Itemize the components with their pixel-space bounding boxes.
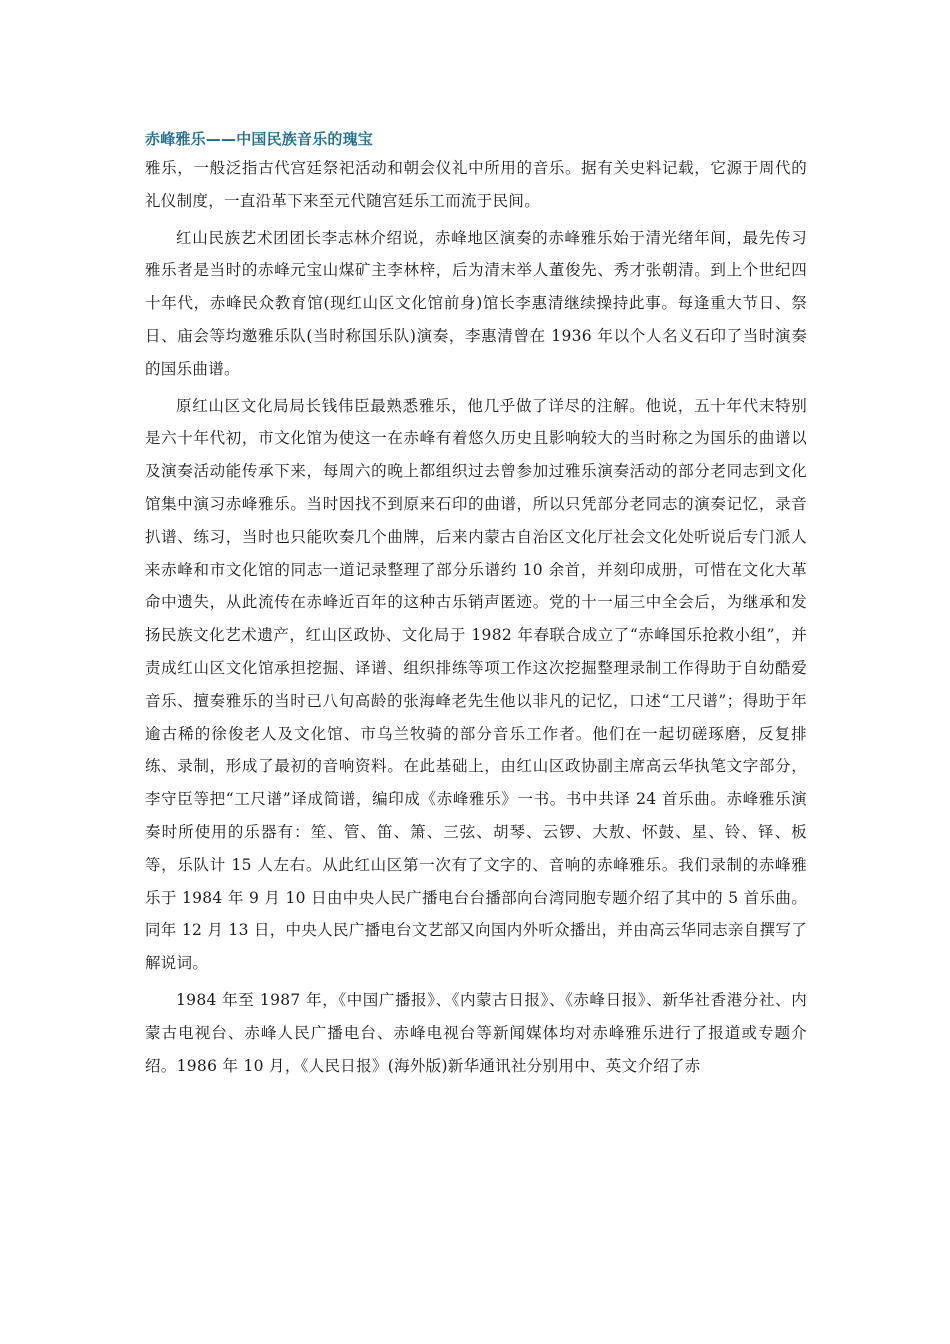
paragraph-revival: 原红山区文化局局长钱伟臣最熟悉雅乐，他几乎做了详尽的注解。他说，五十年代末特别是六十年代初，市文化馆为使这一在赤峰有着悠久历史且影响较大的当时称之为国乐的曲谱以及演奏活动能传承下来，每周六的晚上都组织过去曾参加过雅乐演奏活动的部分老同志到文化馆集中演习赤峰雅乐。当时因找不到原来石印的曲谱，所以只凭部分老同志的演奏记忆，录音扒谱、练习，当时也只能吹奏几个曲牌，后来内蒙古自治区文化厅社会文化处听说后专门派人来赤峰和市文化馆的同志一道记录整理了部分乐谱约 10 余首，并刻印成册，可惜在文化大革命中遗失，从此流传在赤峰近百年的这种古乐销声匿迹。党的十一届三中全会后，为继承和发扬民族文化艺术遗产，红山区政协、文化局于 1982 年春联合成立了“赤峰国乐抢救小组”，并责成红山区文化馆承担挖掘、译谱、组织排练等项工作这次挖掘整理录制工作得助于自幼酷爱音乐、擅奏雅乐的当时已八旬高龄的张海峰老先生他以非凡的记忆，口述“工尺谱”；得助于年逾古稀的徐俊老人及文化馆、市乌兰牧骑的部分音乐工作者。他们在一起切磋琢磨，反复排练、录制，形成了最初的音响资料。在此基础上，由红山区政协副主席高云华执笔文字部分，李守臣等把“工尺谱”译成简谱，编印成《赤峰雅乐》一书。书中共译 24 首乐曲。赤峰雅乐演奏时所使用的乐器有：笙、管、笛、箫、三弦、胡琴、云锣、大敖、怀鼓、星、铃、铎、板等，乐队计 15 人左右。从此红山区第一次有了文字的、音响的赤峰雅乐。我们录制的赤峰雅乐于 1984 年 9 月 10 日由中央人民广播电台台播部向台湾同胞专题介绍了其中的 5 首乐曲。同年 12 月 13 日，中央人民广播电台文艺部又向国内外听众播出，并由高云华同志亲自撰写了解说词。	[145, 396, 807, 973]
paragraph-history: 红山民族艺术团团长李志林介绍说，赤峰地区演奏的赤峰雅乐始于清光绪年间，最先传习雅乐者是当时的赤峰元宝山煤矿主李林梓，后为清末举人董俊先、秀才张朝清。到上个世纪四十年代，赤峰民众教育馆(现红山区文化馆前身)馆长李惠清继续操持此事。每逢重大节日、祭日、庙会等均邀雅乐队(当时称国乐队)演奏，李惠清曾在 1936 年以个人名义石印了当时演奏的国乐曲谱。	[145, 228, 807, 378]
paragraph-media: 1984 年至 1987 年，《中国广播报》、《内蒙古日报》、《赤峰日报》、新华社香港分社、内蒙古电视台、赤峰人民广播电台、赤峰电视台等新闻媒体均对赤峰雅乐进行了报道或专题介绍。1986 年 10 月，《人民日报》(海外版)新华通讯社分别用中、英文介绍了赤	[145, 990, 807, 1075]
document-page	[145, 126, 807, 1082]
paragraph-intro: 雅乐，一般泛指古代宫廷祭祀活动和朝会仪礼中所用的音乐。据有关史料记载，它源于周代的礼仪制度，一直沿革下来至元代随宫廷乐工而流于民间。	[145, 159, 807, 210]
document-title: 赤峰雅乐——中国民族音乐的瑰宝	[145, 130, 374, 148]
